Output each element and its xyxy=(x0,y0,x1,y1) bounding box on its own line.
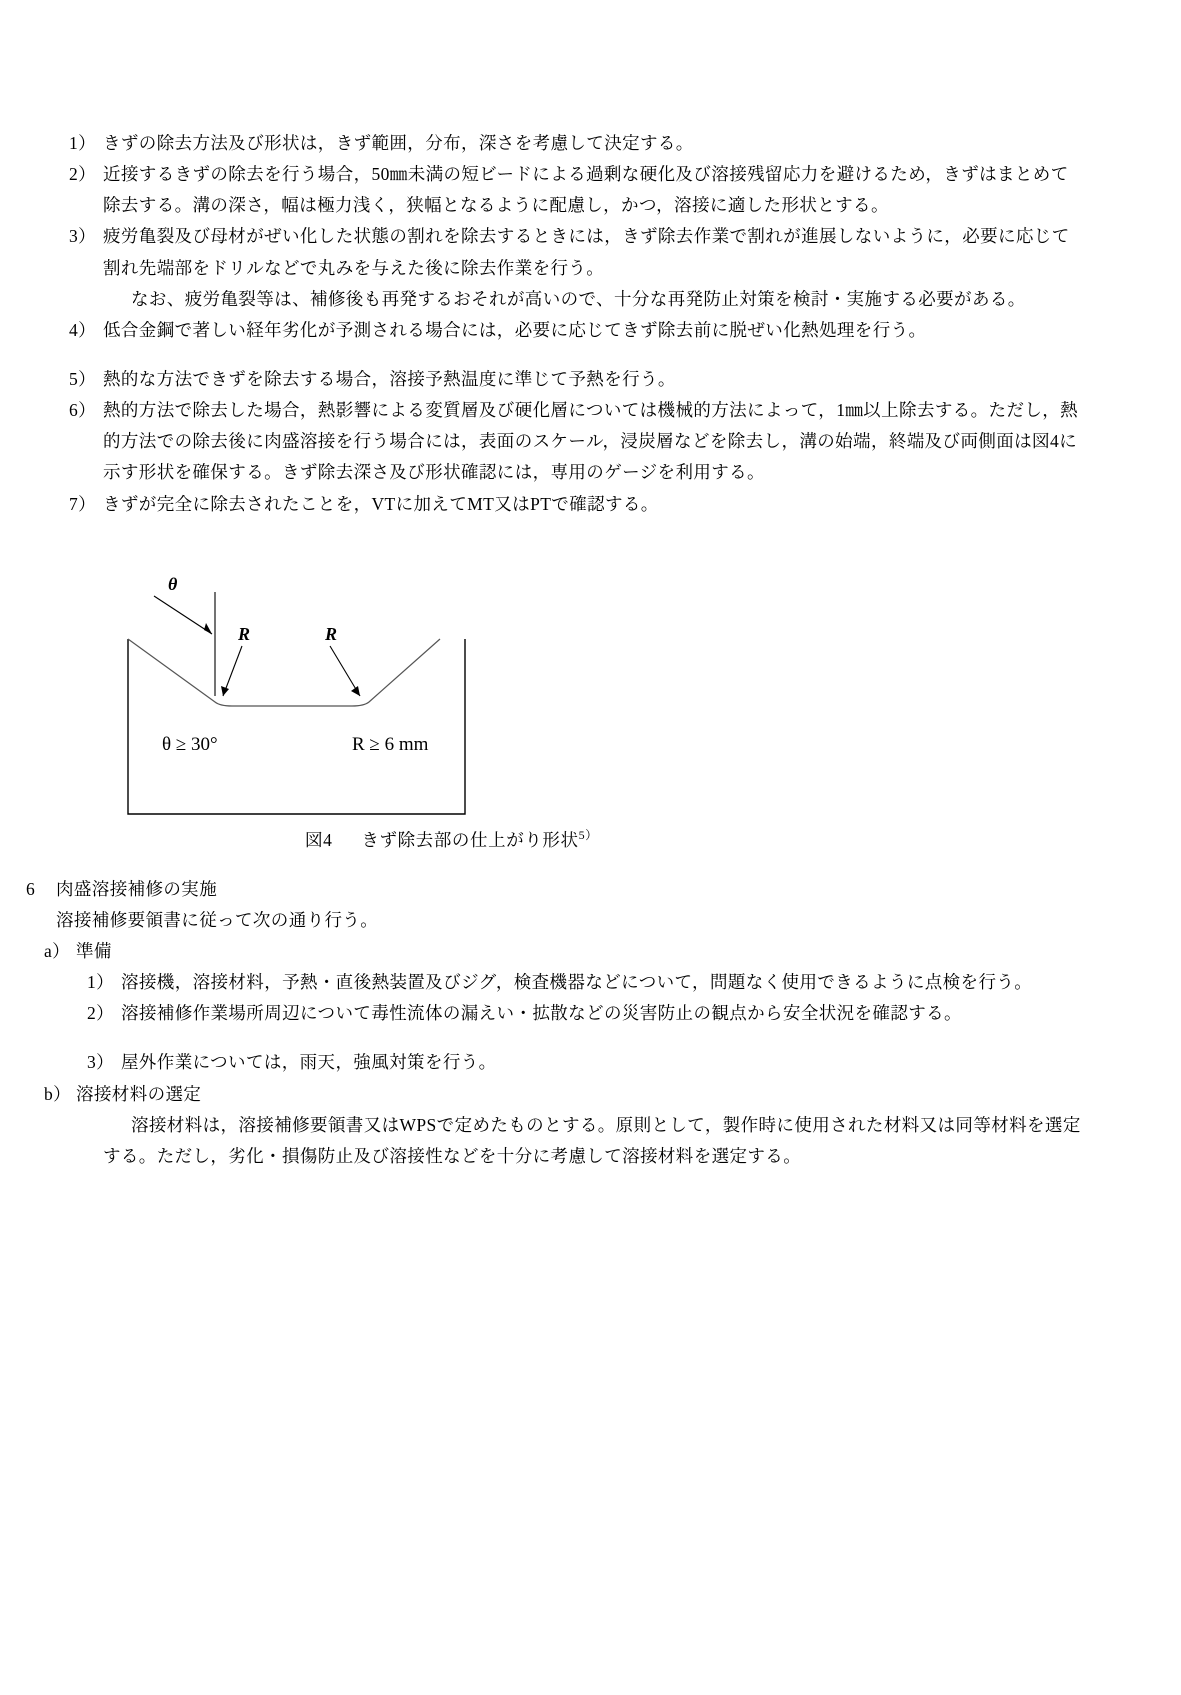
note-paragraph: なお、疲労亀裂等は、補修後も再発するおそれが高いので、十分な再発防止対策を検討・実施する必要がある。 xyxy=(131,288,1026,309)
list-item xyxy=(0,364,1181,395)
list-item xyxy=(0,998,1181,1029)
section-number: 6 xyxy=(26,878,36,899)
list-item xyxy=(0,1047,1181,1078)
radius-symbol-right: R xyxy=(325,623,338,644)
list-item-marker: 1） xyxy=(86,972,114,993)
list-item xyxy=(0,395,1181,488)
list-item-marker: 1） xyxy=(68,133,96,153)
figure-caption-text: きず除去部の仕上がり形状 xyxy=(361,829,579,850)
subsection-b-heading xyxy=(0,1079,1181,1110)
radius-symbol-left: R xyxy=(238,623,251,644)
requirements-list xyxy=(0,128,1181,520)
list-item-text: 低合金鋼で著しい経年劣化が予測される場合には，必要に応じてきず除去前に脱ぜい化熱処理を行う。 xyxy=(103,319,927,340)
list-item-marker: 5） xyxy=(68,368,96,389)
list-item xyxy=(0,315,1181,346)
figure-caption-superscript: 5） xyxy=(578,827,598,842)
list-item xyxy=(0,221,1181,283)
figure-4 xyxy=(0,574,1181,874)
figure-caption-label: 図4 xyxy=(305,829,333,850)
list-item-text: 疲労亀裂及び母材がぜい化した状態の割れを除去するときには，きず除去作業で割れが進展しないように，必要に応じて割れ先端部をドリルなどで丸みを与えた後に除去作業を行う。 xyxy=(103,226,1070,278)
list-item-marker: 2） xyxy=(68,164,96,185)
subsection-marker: b） xyxy=(44,1083,72,1104)
list-item xyxy=(0,159,1181,221)
list-item-marker: 3） xyxy=(86,1052,114,1073)
list-item-text: 近接するきずの除去を行う場合，50㎜未満の短ビードによる過剰な硬化及び溶接残留応力を避けるため，きずはまとめて除去する。溝の深さ，幅は極力浅く，狭幅となるように配慮し，かつ，溶接に適した形状とする。 xyxy=(103,164,1069,216)
list-item-text: 熱的方法で除去した場合，熱影響による変質層及び硬化層については機械的方法によって，1㎜以上除去する。ただし，熱的方法での除去後に肉盛溶接を行う場合には，表面のスケール，浸炭層などを除去し，溝の始端，終端及び両側面は図4に示す形状を確保する。きず除去深さ及び形状確認には，専用のゲージを利用する。 xyxy=(103,400,1079,483)
section-title: 肉盛溶接補修の実施 xyxy=(56,878,218,899)
groove-shape-diagram xyxy=(120,574,540,824)
subsection-a-heading xyxy=(0,936,1181,967)
list-item xyxy=(0,967,1181,998)
angle-symbol-label: θ xyxy=(168,573,178,594)
paragraph-spacer xyxy=(0,346,1181,364)
list-item-text: きずの除去方法及び形状は，きず範囲，分布，深さを考慮して決定する。 xyxy=(103,133,694,153)
list-item-marker: 7） xyxy=(68,493,96,514)
radius-condition-label: R ≥ 6 mm xyxy=(352,733,429,755)
list-item-text: 溶接機，溶接材料，予熱・直後熱装置及びジグ，検査機器などについて，問題なく使用できるように点検を行う。 xyxy=(121,972,1033,993)
section-intro: 溶接補修要領書に従って次の通り行う。 xyxy=(56,909,379,930)
subsection-marker: a） xyxy=(44,940,71,961)
list-item-text: 溶接補修作業場所周辺について毒性流体の漏えい・拡散などの災害防止の観点から安全状況を確認する。 xyxy=(121,1003,962,1024)
list-item-marker: 6） xyxy=(68,400,96,421)
list-item xyxy=(0,128,1181,159)
list-item xyxy=(0,489,1181,520)
list-item-marker: 3） xyxy=(68,226,96,247)
subsection-title: 準備 xyxy=(76,940,112,961)
list-item-text: きずが完全に除去されたことを，VTに加えてMT又はPTで確認する。 xyxy=(103,493,659,514)
figure-caption xyxy=(305,826,598,852)
list-item-marker: 2） xyxy=(86,1003,114,1024)
subsection-b-paragraph: 溶接材料は，溶接補修要領書又はWPSで定めたものとする。原則として，製作時に使用された材料又は同等材料を選定する。ただし，劣化・損傷防止及び溶接性などを十分に考慮して溶接材料を選定する。 xyxy=(103,1114,1081,1166)
subsection-title: 溶接材料の選定 xyxy=(76,1083,202,1104)
list-item-marker: 4） xyxy=(68,319,96,340)
list-item-text: 熱的な方法できずを除去する場合，溶接予熱温度に準じて予熱を行う。 xyxy=(103,368,676,389)
list-item-text: 屋外作業については，雨天，強風対策を行う。 xyxy=(121,1052,497,1073)
angle-condition-label: θ ≥ 30° xyxy=(162,733,218,755)
paragraph-spacer xyxy=(0,1029,1181,1047)
section-heading xyxy=(0,874,1181,905)
